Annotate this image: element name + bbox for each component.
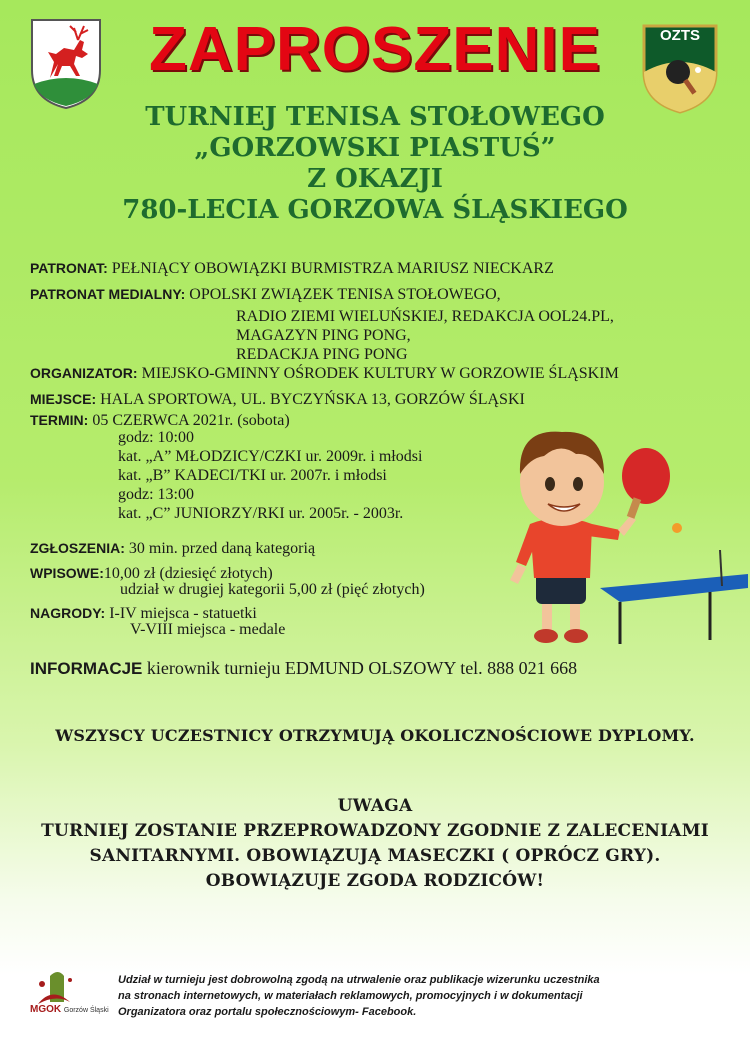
page-title: ZAPROSZENIE — [149, 15, 601, 84]
patronat-medialny-row — [30, 284, 501, 305]
miejsce-row — [30, 389, 525, 410]
informacje-value: kierownik turnieju EDMUND OLSZOWY tel. 888 021 668 — [146, 658, 578, 678]
patronat-row — [30, 258, 554, 279]
uwaga-notice — [0, 794, 750, 894]
diplomas-notice: WSZYSCY UCZESTNICY OTRZYMUJĄ OKOLICZNOŚCIOWE DYPLOMY. — [55, 726, 695, 745]
termin-line: kat. „A” MŁODZICY/CZKI ur. 2009r. i młodsi — [118, 448, 423, 465]
mgok-logo-icon — [30, 966, 110, 1026]
mgok-logo-text: MGOK — [30, 1004, 62, 1015]
nagrody-line: I-IV miejsca - statuetki — [109, 605, 257, 622]
nagrody-label: NAGRODY: — [30, 605, 106, 621]
nagrody-line: V-VIII miejsca - medale — [130, 621, 286, 638]
termin-line: kat. „C” JUNIORZY/RKI ur. 2005r. - 2003r. — [118, 505, 404, 522]
miejsce-label: MIEJSCE: — [30, 391, 97, 407]
disclaimer-line: na stronach internetowych, w materiałach reklamowych, promocyjnych i w dokumentacji — [118, 990, 583, 1002]
patronat-medialny-label: PATRONAT MEDIALNY: — [30, 286, 186, 302]
termin-date: 05 CZERWCA 2021r. (sobota) — [92, 412, 290, 429]
crest-label: OZTS — [660, 27, 700, 44]
organizator-label: ORGANIZATOR: — [30, 365, 138, 381]
patronat-medialny-line: RADIO ZIEMI WIELUŃSKIEJ, REDAKCJA OOL24.PL, — [236, 308, 614, 325]
mgok-logo-subtext: Gorzów Śląski — [63, 1007, 109, 1014]
boy-ping-pong-illustration — [480, 412, 750, 652]
termin-line: godz: 10:00 — [118, 429, 194, 446]
termin-line: godz: 13:00 — [118, 486, 194, 503]
miejsce-value: HALA SPORTOWA, UL. BYCZYŃSKA 13, GORZÓW ŚLĄSKI — [100, 391, 525, 408]
uwaga-heading: UWAGA — [337, 796, 413, 816]
subtitle-line: „GORZOWSKI PIASTUŚ” — [194, 133, 556, 163]
disclaimer-line: Organizatora oraz portalu społecznościowym- Facebook. — [118, 1006, 417, 1018]
wpisowe-label: WPISOWE: — [30, 565, 104, 581]
informacje-row — [30, 658, 577, 679]
patronat-medialny-line: REDACKJA PING PONG — [236, 346, 408, 363]
footer-disclaimer — [118, 972, 738, 1020]
termin-label: TERMIN: — [30, 412, 89, 428]
wpisowe-line: 10,00 zł (dziesięć złotych) — [103, 565, 273, 582]
uwaga-line: SANITARNYMI. OBOWIĄZUJĄ MASECZKI ( OPRÓCZ GRY). — [89, 846, 661, 866]
uwaga-line: TURNIEJ ZOSTANIE PRZEPROWADZONY ZGODNIE Z ZALECENIAMI — [41, 821, 709, 841]
event-subtitle — [0, 102, 750, 226]
zgloszenia-label: ZGŁOSZENIA: — [30, 540, 125, 556]
subtitle-line: Z OKAZJI — [307, 164, 443, 194]
organizator-value: MIEJSKO-GMINNY OŚRODEK KULTURY W GORZOWIE ŚLĄSKIM — [141, 365, 619, 382]
uwaga-line: OBOWIĄZUJE ZGODA RODZICÓW! — [205, 871, 545, 891]
disclaimer-line: Udział w turnieju jest dobrowolną zgodą na utrwalenie oraz publikacje wizerunku uczestnika — [118, 974, 600, 986]
subtitle-line: TURNIEJ TENISA STOŁOWEGO — [145, 102, 605, 132]
wpisowe-line: udział w drugiej kategorii 5,00 zł (pięć złotych) — [120, 581, 425, 598]
patronat-value: PEŁNIĄCY OBOWIĄZKI BURMISTRZA MARIUSZ NIECKARZ — [111, 260, 554, 277]
informacje-label: INFORMACJE — [30, 659, 143, 678]
zgloszenia-row — [30, 538, 315, 559]
organizator-row — [30, 363, 619, 384]
patronat-medialny-line: OPOLSKI ZWIĄZEK TENISA STOŁOWEGO, — [189, 286, 501, 303]
zgloszenia-value: 30 min. przed daną kategorią — [128, 540, 316, 557]
patronat-medialny-line: MAGAZYN PING PONG, — [236, 327, 411, 344]
termin-line: kat. „B” KADECI/TKI ur. 2007r. i młodsi — [118, 467, 387, 484]
subtitle-line: 780-LECIA GORZOWA ŚLĄSKIEGO — [122, 195, 628, 225]
patronat-label: PATRONAT: — [30, 260, 108, 276]
